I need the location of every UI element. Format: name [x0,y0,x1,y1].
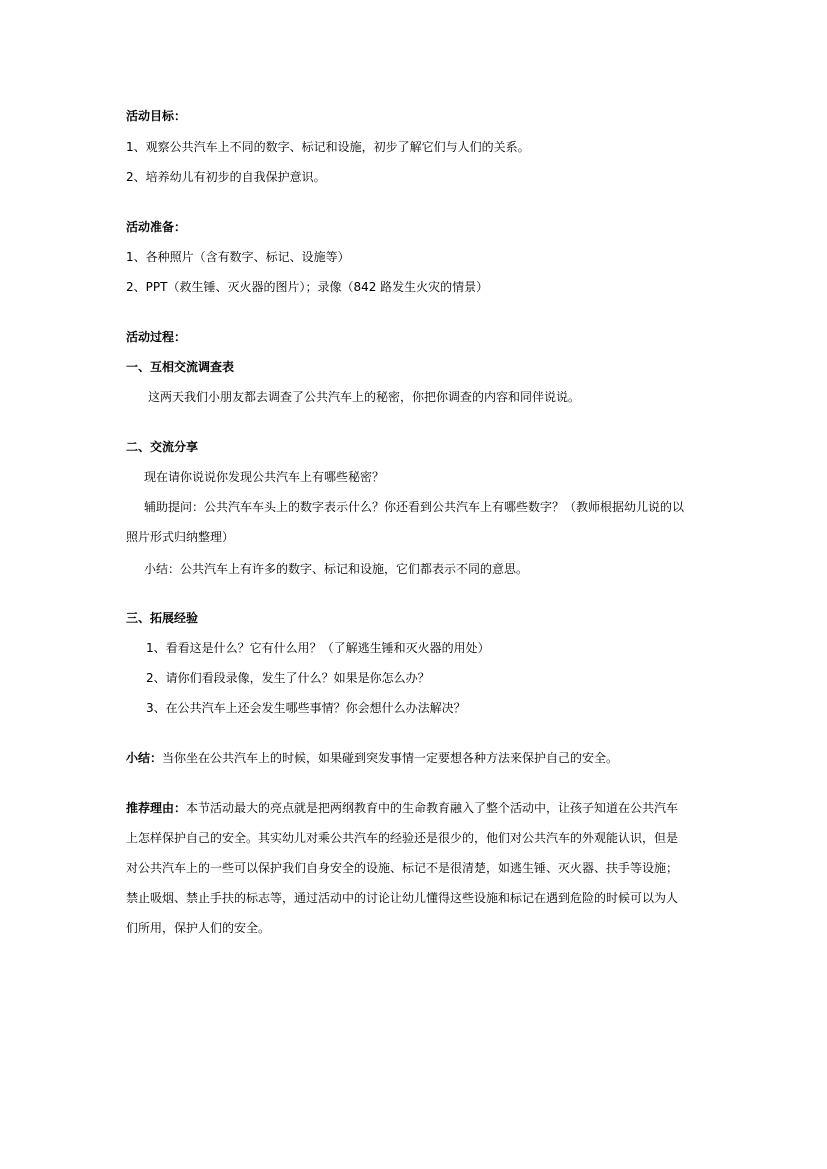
summary-text: 当你坐在公共汽车上的时候，如果碰到突发事情一定要想各种方法来保护自己的安全。 [162,751,619,765]
prep-item-2: 2、PPT（救生锤、灭火器的图片）；录像（842 路发生火灾的情景） [126,280,489,294]
section-1-heading: 一、互相交流调查表 [126,360,235,374]
goal-item-1: 1、观察公共汽车上不同的数字、标记和设施，初步了解它们与人们的关系。 [126,140,530,154]
section-3-question-3: 3、在公共汽车上还会发生哪些事情？你会想什么办法解决？ [146,701,466,715]
prep-heading: 活动准备： [126,220,187,234]
section-3-question-2: 2、请你们看段录像，发生了什么？如果是你怎么办？ [146,671,430,685]
section-2-line-1: 现在请你说说你发现公共汽车上有哪些秘密？ [144,470,385,484]
reason-paragraph-line-3: 对公共汽车上的一些可以保护我们自身安全的设施、标记不是很清楚，如逃生锤、灭火器、扶手等设施； [126,861,679,875]
summary-paragraph [126,750,726,766]
section-2-summary: 小结：公共汽车上有许多的数字、标记和设施，它们都表示不同的意思。 [144,562,529,576]
reason-paragraph-line-4: 禁止吸烟、禁止手扶的标志等，通过活动中的讨论让幼儿懂得这些设施和标记在遇到危险的时候可以为人 [126,891,679,905]
summary-label: 小结： [126,751,163,765]
section-3-question-1: 1、看看这是什么？它有什么用？（了解逃生锤和灭火器的用处） [146,641,490,655]
prep-item-1: 1、各种照片（含有数字、标记、设施等） [126,250,350,264]
section-1-text: 这两天我们小朋友都去调查了公共汽车上的秘密，你把你调查的内容和同伴说说。 [148,390,581,404]
section-2-line-2: 辅助提问：公共汽车车头上的数字表示什么？你还看到公共汽车上有哪些数字？（教师根据幼儿说的以 [144,500,685,514]
section-2-heading: 二、交流分享 [126,440,199,454]
reason-paragraph-line-5: 们所用，保护人们的安全。 [126,921,271,935]
reason-paragraph-line-2: 上怎样保护自己的安全。其实幼儿对乘公共汽车的经验还是很少的，他们对公共汽车的外观能认识，但是 [126,831,679,845]
process-heading: 活动过程： [126,330,187,344]
reason-label: 推荐理由： [126,801,187,815]
goals-heading: 活动目标： [126,109,187,123]
reason-text-1: 本节活动最大的亮点就是把两纲教育中的生命教育融入了整个活动中，让孩子知道在公共汽车 [186,801,679,815]
goal-item-2: 2、培养幼儿有初步的自我保护意识。 [126,170,326,184]
reason-paragraph-line-1 [126,800,726,816]
section-2-line-3: 照片形式归纳整理） [126,530,235,544]
section-3-heading: 三、拓展经验 [126,611,199,625]
